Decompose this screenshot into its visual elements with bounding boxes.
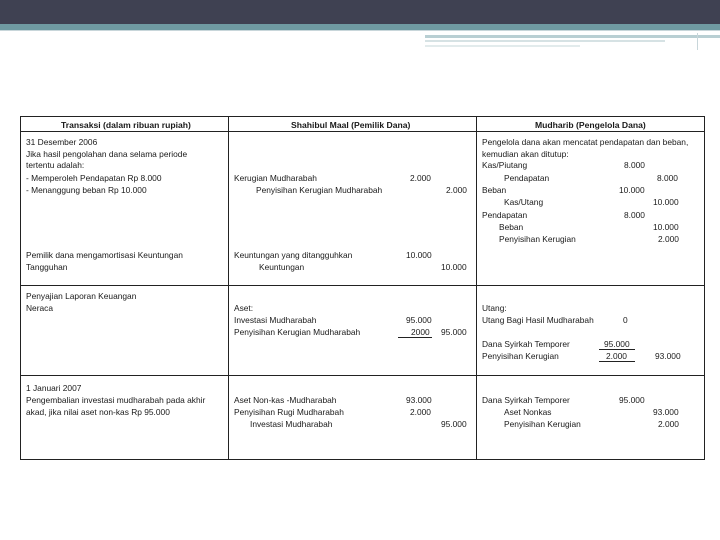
balance-account: Penyisihan Kerugian Mudharabah xyxy=(234,327,361,337)
balance-total: 95.000 xyxy=(441,327,467,337)
journal-credit-account: Investasi Mudharabah xyxy=(250,419,333,429)
transaction-text: akad, jika nilai aset non-kas Rp 95.000 xyxy=(26,407,170,417)
journal-debit-account: Penyisihan Rugi Mudharabah xyxy=(234,407,344,417)
transaction-text: tertentu adalah: xyxy=(26,160,85,170)
journal-account: Pendapatan xyxy=(482,210,528,220)
journal-debit-account: Aset Non-kas -Mudharabah xyxy=(234,395,337,405)
journal-account: Beban xyxy=(499,222,524,232)
header-shahibul-maal: Shahibul Maal (Pemilik Dana) xyxy=(291,120,411,130)
balance-account: Penyisihan Kerugian xyxy=(482,351,559,361)
journal-debit-account: Keuntungan yang ditangguhkan xyxy=(234,250,353,260)
journal-debit-value: 8.000 xyxy=(624,160,645,170)
journal-credit-value: 93.000 xyxy=(653,407,679,417)
header-divider xyxy=(21,131,704,132)
decorative-line xyxy=(425,45,580,47)
balance-account: Dana Syirkah Temporer xyxy=(482,339,570,349)
underline xyxy=(599,361,635,362)
balance-account: Investasi Mudharabah xyxy=(234,315,317,325)
journal-credit-account: Keuntungan xyxy=(259,262,305,272)
journal-credit-value: 95.000 xyxy=(441,419,467,429)
decorative-line xyxy=(425,35,720,38)
journal-credit-value: 10.000 xyxy=(653,197,679,207)
transaction-text: Neraca xyxy=(26,303,53,313)
balance-value: 0 xyxy=(623,315,628,325)
transaction-text: Pengembalian investasi mudharabah pada akhir xyxy=(26,395,206,405)
transaction-text: Jika hasil pengolahan dana selama periode xyxy=(26,149,188,159)
balance-value: 2000 xyxy=(411,327,430,337)
journal-credit-value: 10.000 xyxy=(441,262,467,272)
transaction-text: Pemilik dana mengamortisasi Keuntungan xyxy=(26,250,183,260)
journal-debit-value: 2.000 xyxy=(410,173,431,183)
decorative-corner xyxy=(697,33,720,50)
journal-debit-value: 2.000 xyxy=(410,407,431,417)
transaction-text: - Memperoleh Pendapatan Rp 8.000 xyxy=(26,173,162,183)
journal-debit-value: 10.000 xyxy=(619,185,645,195)
journal-credit-account: Penyisihan Kerugian Mudharabah xyxy=(256,185,383,195)
header-transaksi: Transaksi (dalam ribuan rupiah) xyxy=(61,120,191,130)
balance-total: 93.000 xyxy=(655,351,681,361)
balance-heading: Aset: xyxy=(234,303,254,313)
divider xyxy=(0,30,720,31)
header-mudharib: Mudharib (Pengelola Dana) xyxy=(535,120,646,130)
journal-table xyxy=(20,116,705,460)
row-divider xyxy=(21,285,704,286)
mudharib-note: kemudian akan ditutup: xyxy=(482,149,569,159)
journal-credit-account: Penyisihan Kerugian xyxy=(504,419,581,429)
column-divider xyxy=(228,117,229,459)
journal-credit-value: 2.000 xyxy=(658,419,679,429)
journal-debit-value: 8.000 xyxy=(624,210,645,220)
journal-credit-value: 2.000 xyxy=(658,234,679,244)
transaction-text: Penyajian Laporan Keuangan xyxy=(26,291,137,301)
balance-value: 2.000 xyxy=(606,351,627,361)
journal-account: Kas/Utang xyxy=(504,197,544,207)
journal-credit-value: 8.000 xyxy=(657,173,678,183)
balance-account: Utang Bagi Hasil Mudharabah xyxy=(482,315,594,325)
mudharib-note: Pengelola dana akan mencatat pendapatan dan beban, xyxy=(482,137,689,147)
balance-heading: Utang: xyxy=(482,303,507,313)
underline xyxy=(398,337,432,338)
transaction-text: 1 Januari 2007 xyxy=(26,383,82,393)
column-divider xyxy=(476,117,477,459)
title-bar xyxy=(0,0,720,24)
journal-account: Kas/Piutang xyxy=(482,160,528,170)
journal-debit-account: Dana Syirkah Temporer xyxy=(482,395,570,405)
journal-debit-value: 95.000 xyxy=(619,395,645,405)
journal-account: Pendapatan xyxy=(504,173,550,183)
journal-credit-account: Aset Nonkas xyxy=(504,407,552,417)
decorative-line xyxy=(425,40,665,42)
underline xyxy=(599,349,635,350)
balance-value: 95.000 xyxy=(406,315,432,325)
journal-credit-value: 2.000 xyxy=(446,185,467,195)
balance-value: 95.000 xyxy=(604,339,630,349)
journal-debit-value: 10.000 xyxy=(406,250,432,260)
journal-debit-account: Kerugian Mudharabah xyxy=(234,173,317,183)
transaction-text: 31 Desember 2006 xyxy=(26,137,98,147)
journal-credit-value: 10.000 xyxy=(653,222,679,232)
journal-debit-value: 93.000 xyxy=(406,395,432,405)
transaction-text: Tangguhan xyxy=(26,262,68,272)
journal-account: Beban xyxy=(482,185,507,195)
row-divider xyxy=(21,375,704,376)
transaction-text: - Menanggung beban Rp 10.000 xyxy=(26,185,147,195)
journal-account: Penyisihan Kerugian xyxy=(499,234,576,244)
